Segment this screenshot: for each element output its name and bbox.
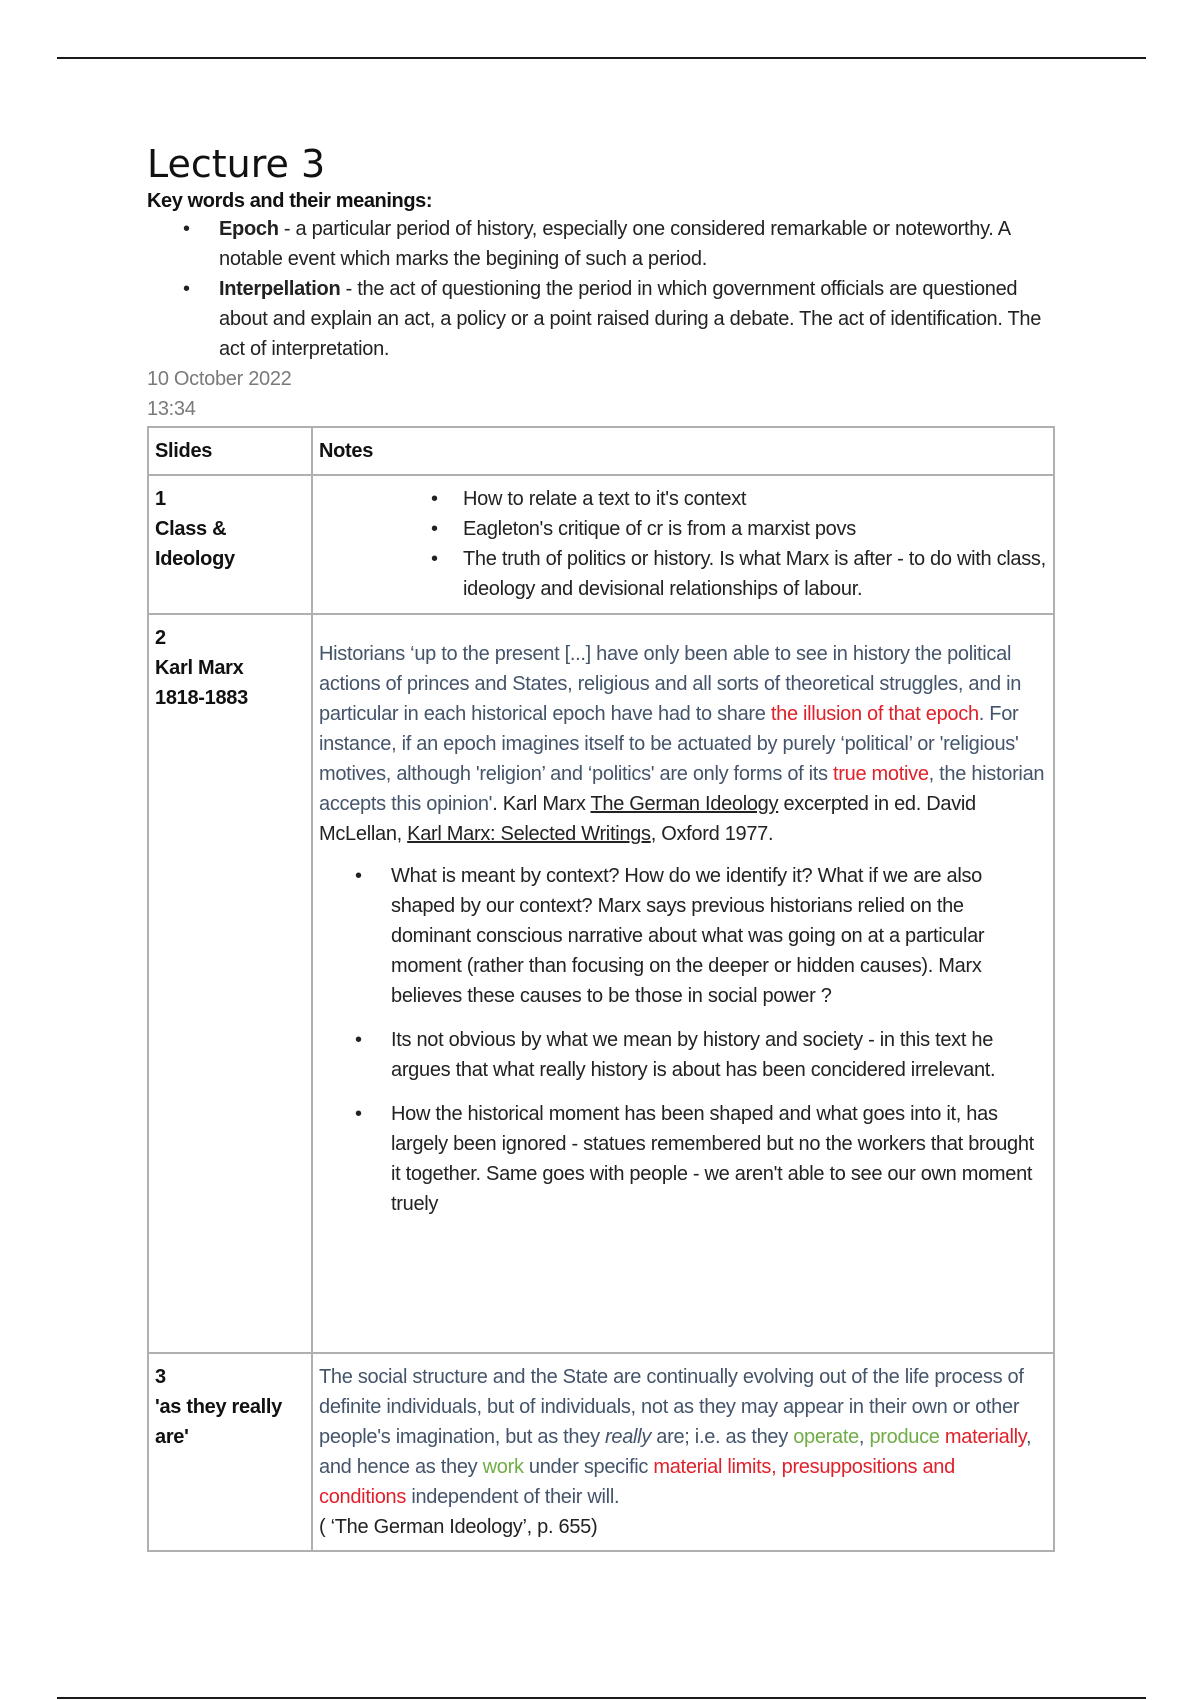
key-words-list bbox=[147, 214, 1057, 364]
key-term: Epoch bbox=[219, 218, 279, 240]
quote-text: independent of their will. bbox=[406, 1486, 620, 1508]
header-notes: Notes bbox=[312, 427, 1054, 475]
note-text: Its not obvious by what we mean by history and society - in this text he argues that what really history is about has been concidered irrelevant. bbox=[391, 1029, 996, 1081]
page-title: Lecture 3 bbox=[147, 142, 326, 186]
slide-number: 2 bbox=[155, 627, 166, 649]
highlight-green: operate bbox=[793, 1426, 859, 1448]
list-item bbox=[319, 514, 1047, 544]
slide-title-line: are' bbox=[155, 1426, 189, 1448]
slide-title-line: Ideology bbox=[155, 548, 235, 570]
table-row bbox=[148, 614, 1054, 1353]
note-text: What is meant by context? How do we identify it? What if we are also shaped by our context? Marx says previous historians relied on the dominant conscious narrative about what was going on at a particular moment (rather than focusing on the deeper or hidden causes). Marx believes these causes to be those in social power ? bbox=[391, 865, 985, 1007]
highlight-red: materially bbox=[944, 1426, 1026, 1448]
key-words-heading: Key words and their meanings: bbox=[147, 190, 433, 212]
note-time: 13:34 bbox=[147, 398, 196, 420]
slide-number: 1 bbox=[155, 488, 166, 510]
note-text: Eagleton's critique of cr is from a marxist povs bbox=[463, 518, 856, 540]
bullet-icon: • bbox=[183, 218, 190, 240]
header-rule bbox=[57, 57, 1146, 59]
note-text: How the historical moment has been shaped and what goes into it, has largely been ignored - statues remembered but no the workers that brought it together. Same goes with people - we aren't able to see our own moment truely bbox=[391, 1103, 1034, 1215]
slide-title-line: 'as they really bbox=[155, 1396, 283, 1418]
highlight-green: work bbox=[482, 1456, 524, 1478]
document-body bbox=[147, 140, 1057, 1552]
key-term: Interpellation bbox=[219, 278, 341, 300]
header-slides: Slides bbox=[148, 427, 312, 475]
quote-text: , the historian accepts this opinion' bbox=[319, 763, 1045, 815]
bullet-icon: • bbox=[431, 518, 438, 540]
slide-title-line: Karl Marx bbox=[155, 657, 244, 679]
marx-quote bbox=[319, 1362, 1047, 1512]
book-title: Karl Marx: Selected Writings bbox=[407, 823, 651, 845]
quote-text: under specific bbox=[523, 1456, 654, 1478]
slide-cell bbox=[148, 1353, 312, 1551]
highlight-red: true motive bbox=[833, 763, 929, 785]
slide-title-line: Class & bbox=[155, 518, 227, 540]
table-row bbox=[148, 475, 1054, 614]
slide-cell bbox=[148, 614, 312, 1353]
slide-title-line: 1818-1883 bbox=[155, 687, 248, 709]
marx-quote bbox=[319, 639, 1047, 849]
citation-text: . Karl Marx bbox=[492, 793, 591, 815]
quote-text: . For instance, if an epoch imagines itself to be actuated by purely ‘political’ or 'religious' motives, although 'religion’ and ‘politics' are only forms of its bbox=[319, 703, 1019, 785]
highlight-green: produce bbox=[869, 1426, 940, 1448]
highlight-red: the illusion of that epoch bbox=[770, 703, 979, 725]
notes-cell bbox=[312, 1353, 1054, 1551]
key-definition: - the act of questioning the period in which government officials are questioned about and explain an act, a policy or a point raised during a debate. The act of identification. The act of interpretation. bbox=[219, 278, 1042, 360]
list-item bbox=[319, 544, 1047, 604]
list-item bbox=[319, 1025, 1047, 1085]
notes-list bbox=[319, 861, 1047, 1219]
list-item bbox=[319, 861, 1047, 1011]
quote-text: , and hence as they bbox=[319, 1426, 1032, 1478]
notes-cell bbox=[312, 475, 1054, 614]
book-title: The German Ideology bbox=[590, 793, 779, 815]
notes-table bbox=[147, 426, 1055, 1552]
bullet-icon: • bbox=[355, 1029, 362, 1051]
quote-text: are; i.e. as they bbox=[651, 1426, 794, 1448]
note-date: 10 October 2022 bbox=[147, 368, 292, 390]
list-item bbox=[147, 274, 1057, 364]
table-header-row bbox=[148, 427, 1054, 475]
bullet-icon: • bbox=[431, 488, 438, 510]
table-row bbox=[148, 1353, 1054, 1551]
quote-emphasis: really bbox=[605, 1426, 652, 1448]
list-item bbox=[319, 484, 1047, 514]
quote-text: , bbox=[858, 1426, 870, 1448]
slide-number: 3 bbox=[155, 1366, 166, 1388]
list-item bbox=[147, 214, 1057, 274]
citation-text: , Oxford 1977. bbox=[650, 823, 774, 845]
highlight-red: material limits, presuppositions and conditions bbox=[319, 1456, 955, 1508]
notes-cell bbox=[312, 614, 1054, 1353]
key-definition: - a particular period of history, especially one considered remarkable or noteworthy. A notable event which marks the begining of such a period. bbox=[219, 218, 1010, 270]
note-text: How to relate a text to it's context bbox=[463, 488, 747, 510]
list-item bbox=[319, 1099, 1047, 1219]
bullet-icon: • bbox=[355, 865, 362, 887]
bullet-icon: • bbox=[355, 1103, 362, 1125]
quote-text: Historians ‘up to the present [...] have only been able to see in history the political actions of princes and States, religious and all sorts of theoretical struggles, and in particular in each historical epoch have had to share bbox=[319, 643, 1022, 725]
bullet-icon: • bbox=[183, 278, 190, 300]
slide-cell bbox=[148, 475, 312, 614]
footer-rule bbox=[57, 1697, 1146, 1699]
bullet-icon: • bbox=[431, 548, 438, 570]
citation: ( ‘The German Ideology’, p. 655) bbox=[319, 1516, 598, 1538]
quote-text: The social structure and the State are continually evolving out of the life process of definite individuals, but of individuals, not as they may appear in their own or other people's imagination, but as they bbox=[319, 1366, 1024, 1448]
notes-list bbox=[319, 484, 1047, 604]
note-text: The truth of politics or history. Is what Marx is after - to do with class, ideology and devisional relationships of labour. bbox=[463, 548, 1046, 600]
citation-text: excerpted in ed. David McLellan, bbox=[319, 793, 976, 845]
